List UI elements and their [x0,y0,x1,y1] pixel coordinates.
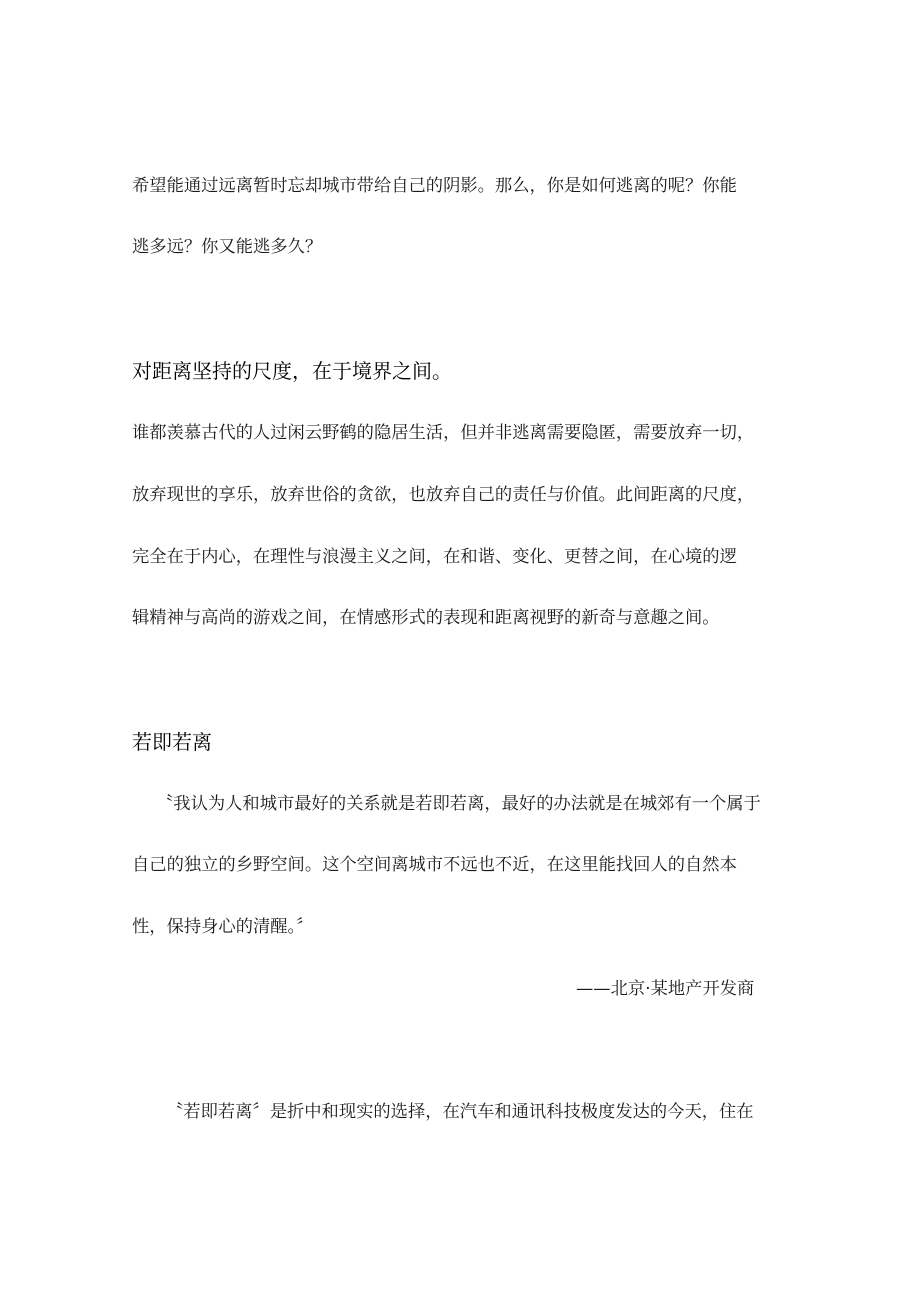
closing-paragraph-line-1: 〝若即若离〞是折中和现实的选择，在汽车和通讯科技极度发达的今天，住在 [166,1102,754,1122]
intro-line-2: 逃多远？你又能逃多久？ [132,237,323,257]
quote-attribution: ——北京·某地产开发商 [576,979,755,999]
section1-line-4: 辑精神与高尚的游戏之间，在情感形式的表现和距离视野的新奇与意趣之间。 [132,608,720,628]
section-heading-ruojiruoli: 若即若离 [132,730,212,754]
quote-line-2: 自己的独立的乡野空间。这个空间离城市不远也不近，在这里能找回人的自然本 [132,855,737,875]
section1-line-2: 放弃现世的享乐，放弃世俗的贪欲，也放弃自己的责任与价值。此间距离的尺度， [132,485,755,505]
intro-line-1: 希望能通过远离暂时忘却城市带给自己的阴影。那么，你是如何逃离的呢？你能 [132,176,737,196]
section1-line-1: 谁都羡慕古代的人过闲云野鹤的隐居生活，但并非逃离需要隐匿，需要放弃一切， [132,423,755,443]
section1-line-3: 完全在于内心，在理性与浪漫主义之间，在和谐、变化、更替之间，在心境的逻 [132,547,737,567]
quote-line-3: 性，保持身心的清醒。〞 [132,917,314,937]
quote-line-1: 〝我认为人和城市最好的关系就是若即若离，最好的办法就是在城郊有一个属于 [156,794,761,814]
section-heading-distance-scale: 对距离坚持的尺度，在于境界之间。 [132,359,452,383]
